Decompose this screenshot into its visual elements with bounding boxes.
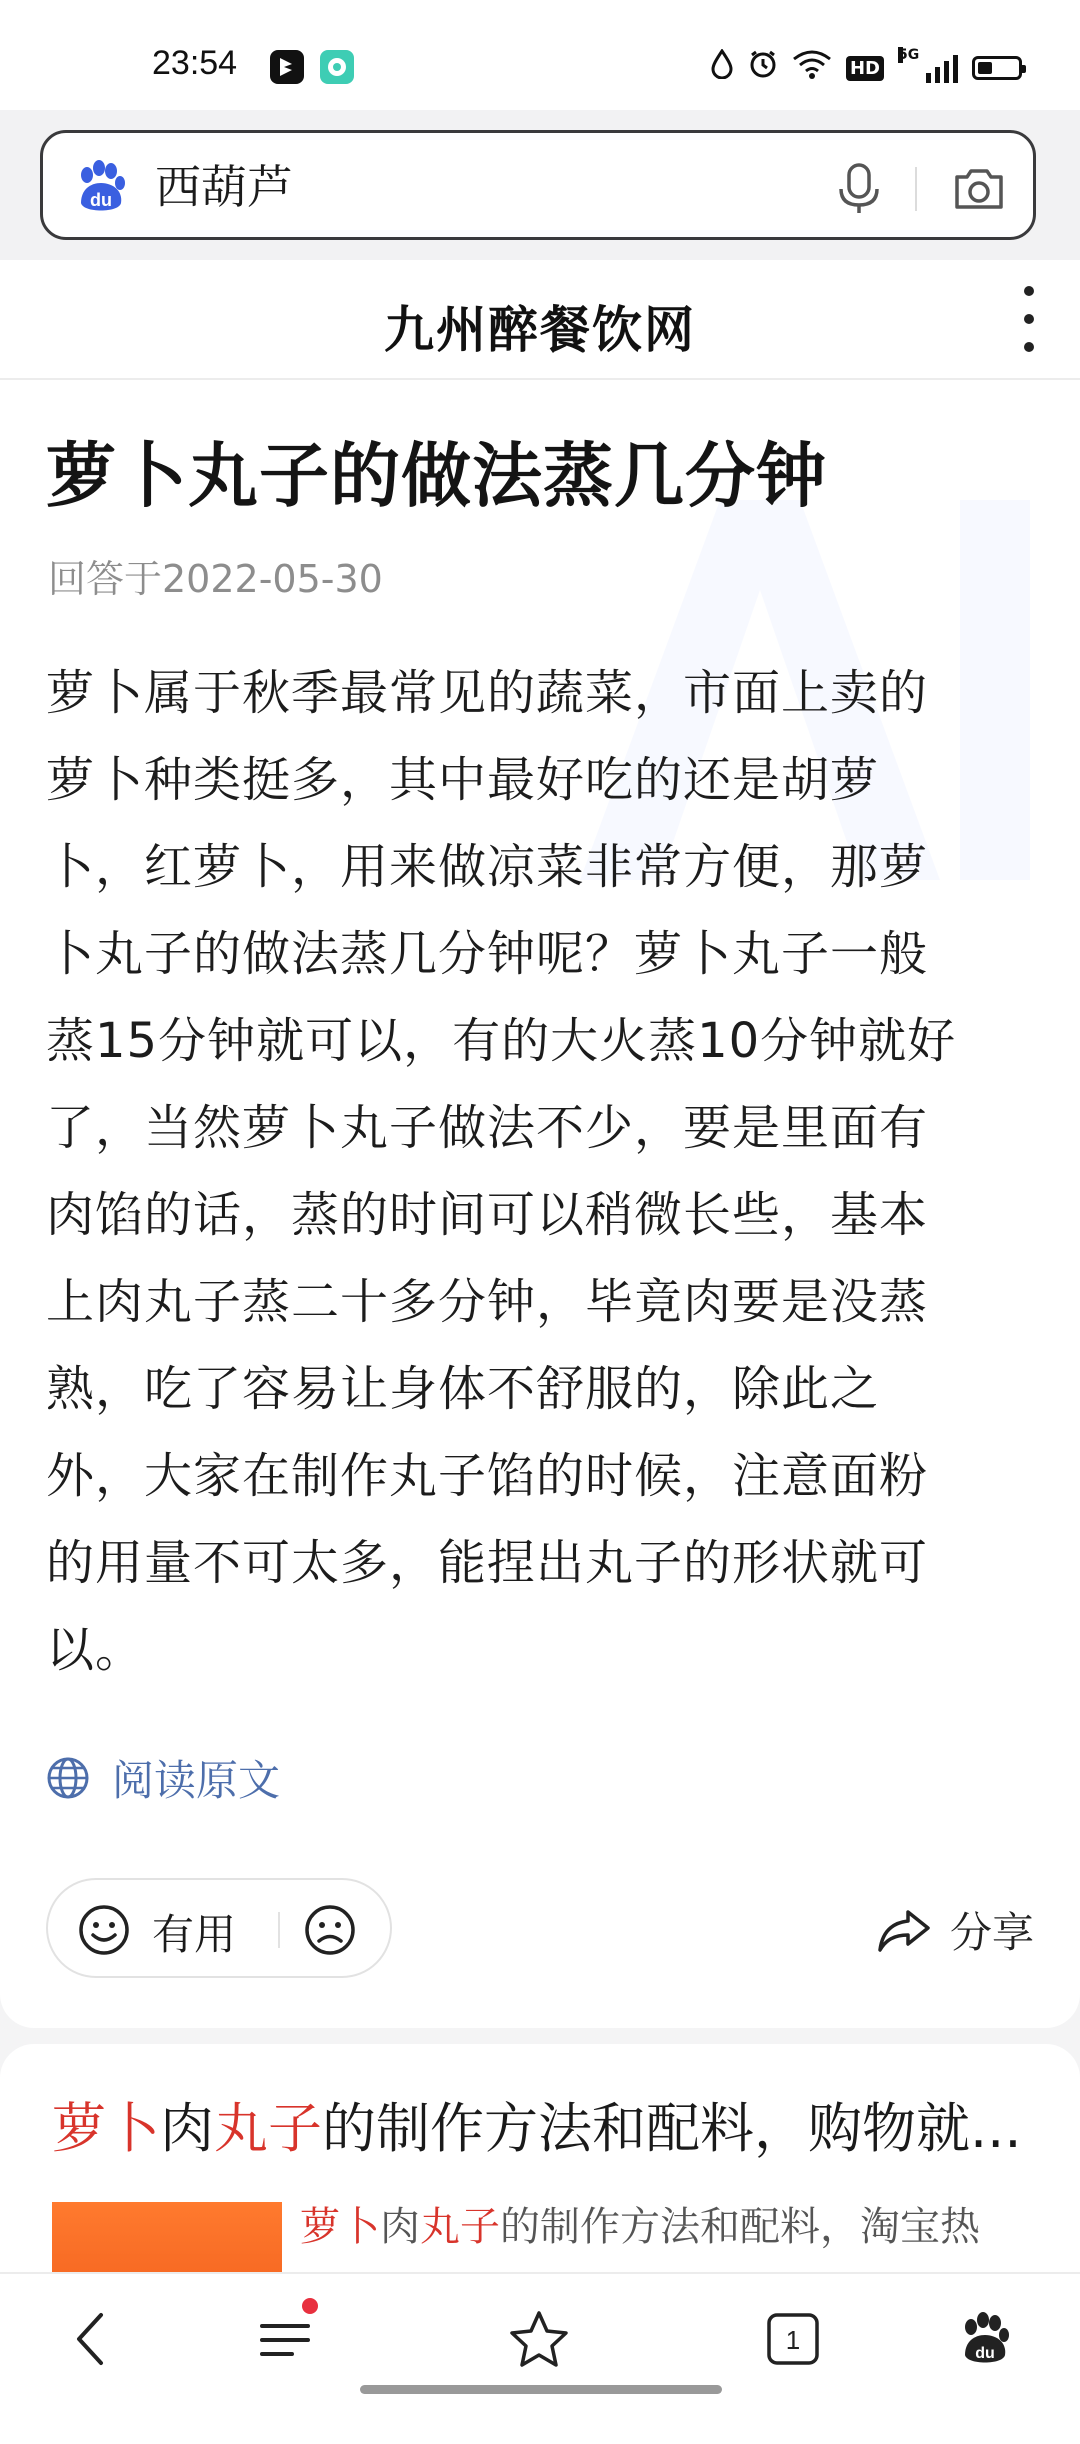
plain-text: 肉	[380, 2204, 420, 2250]
article-card	[0, 380, 1080, 2028]
useful-button[interactable]: 有用	[152, 1910, 237, 1959]
wifi-icon	[792, 49, 832, 88]
baidu-logo-icon	[73, 159, 129, 215]
article-body-line: 熟，吃了容易让身体不舒服的，除此之	[46, 1361, 880, 1417]
svg-text:du: du	[90, 190, 112, 210]
plain-text: 的制作方法和配料，购物就...	[322, 2097, 1022, 2160]
site-title: 九州醉餐饮网	[384, 301, 696, 359]
hd-icon: HD	[846, 56, 884, 81]
highlight-text: 丸子	[214, 2097, 322, 2160]
bear-app-icon	[270, 50, 304, 84]
battery-icon	[972, 56, 1022, 80]
search-divider	[915, 167, 917, 211]
article-body-line: 卜，红萝卜，用来做凉菜非常方便，那萝	[46, 839, 929, 895]
share-label: 分享	[950, 1908, 1035, 1957]
svg-text:1: 1	[785, 2325, 801, 2355]
chat-app-icon	[320, 50, 354, 84]
article-body-line: 萝卜属于秋季最常见的蔬菜，市面上卖的	[46, 665, 929, 721]
plain-text: 肉	[160, 2097, 214, 2160]
menu-icon[interactable]	[250, 2304, 320, 2374]
notification-dot	[302, 2298, 318, 2314]
pill-divider	[278, 1912, 280, 1948]
svg-text:du: du	[975, 2345, 995, 2362]
status-bar	[0, 0, 1080, 110]
article-body-line: 萝卜种类挺多，其中最好吃的还是胡萝	[46, 752, 880, 808]
plain-text: 的制作方法和配料，淘宝热	[500, 2204, 980, 2250]
smile-icon[interactable]	[78, 1904, 130, 1956]
back-icon[interactable]	[56, 2304, 126, 2374]
status-time: 23:54	[152, 44, 238, 82]
baidu-paw-icon[interactable]	[950, 2304, 1020, 2374]
bottom-nav	[0, 2272, 1080, 2402]
search-box[interactable]	[40, 130, 1036, 240]
home-indicator[interactable]	[360, 2385, 722, 2394]
globe-icon	[46, 1756, 90, 1800]
article-body-line: 上肉丸子蒸二十多分钟，毕竟肉要是没蒸	[46, 1274, 929, 1330]
tabs-icon[interactable]	[758, 2304, 828, 2374]
feedback-pill	[46, 1878, 392, 1978]
highlight-text: 萝卜	[300, 2204, 380, 2250]
result-snippet	[300, 2196, 1030, 2258]
share-icon	[876, 1906, 932, 1954]
water-drop-icon	[710, 49, 734, 88]
article-body-line: 肉馅的话，蒸的时间可以稍微长些，基本	[46, 1187, 929, 1243]
article-date: 回答于2022-05-30	[48, 557, 383, 601]
highlight-text: 萝卜	[52, 2097, 160, 2160]
read-original-link[interactable]	[46, 1748, 280, 1808]
camera-icon[interactable]	[949, 161, 1009, 217]
article-title: 萝卜丸子的做法蒸几分钟	[46, 435, 827, 517]
article-body-line: 外，大家在制作丸子馅的时候，注意面粉	[46, 1448, 929, 1504]
search-bar-area	[0, 110, 1080, 260]
article-body-line: 蒸15分钟就可以，有的大火蒸10分钟就好	[46, 1013, 957, 1069]
signal-icon: 5G	[898, 53, 958, 83]
microphone-icon[interactable]	[829, 159, 889, 219]
article-body	[46, 650, 1046, 1694]
star-icon[interactable]	[504, 2304, 574, 2374]
article-body-line: 了，当然萝卜丸子做法不少，要是里面有	[46, 1100, 929, 1156]
search-input[interactable]: 西葫芦	[155, 160, 293, 214]
alarm-icon	[748, 49, 778, 88]
result-title[interactable]	[52, 2086, 1032, 2163]
article-body-line: 卜丸子的做法蒸几分钟呢？萝卜丸子一般	[46, 926, 929, 982]
read-original-label: 阅读原文	[112, 1756, 281, 1805]
site-header	[0, 260, 1080, 380]
status-icons	[710, 47, 1022, 86]
share-button[interactable]	[876, 1900, 1034, 1960]
article-body-line: 的用量不可太多，能捏出丸子的形状就可	[46, 1535, 929, 1591]
highlight-text: 丸子	[420, 2204, 500, 2250]
article-body-line: 以。	[46, 1622, 145, 1678]
more-options-icon[interactable]	[1014, 286, 1044, 352]
frown-icon[interactable]	[304, 1904, 356, 1956]
